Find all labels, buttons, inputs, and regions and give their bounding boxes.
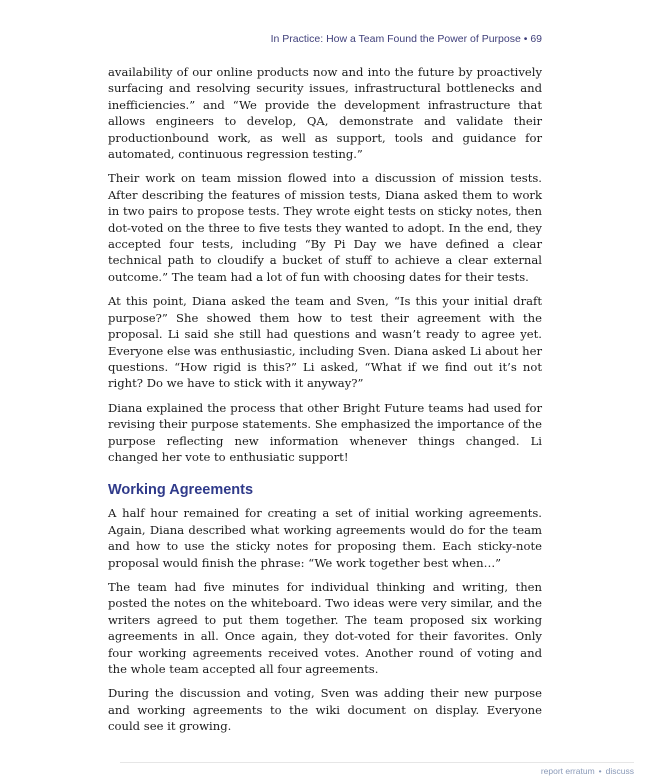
body-paragraph: At this point, Diana asked the team and Sven, “Is this your initial draft purpose?” She showed them how to test their agreement with the proposal. Li said she still had questions and wasn’t ready to agree yet. Everyone else was enthusiastic, including Sven. Diana asked Li about her questions. “How rigid is this?” Li asked, “What if we find out it’s not right? Do we have to stick with it anyway?” xyxy=(108,294,542,391)
body-paragraph: A half hour remained for creating a set of initial working agreements. Again, Diana described what working agreements would do for the team and how to use the sticky notes for proposing them. Each sticky-note proposal would finish the phrase: “We work together best when…” xyxy=(108,506,542,570)
section-heading: Working Agreements xyxy=(108,482,254,499)
footer-divider xyxy=(120,762,634,763)
page-footer xyxy=(541,766,634,776)
running-header: In Practice: How a Team Found the Power of Purpose • 69 xyxy=(270,33,542,45)
body-paragraph: The team had five minutes for individual thinking and writing, then posted the notes on the whiteboard. Two ideas were very similar, and the writers agreed to put them together. The team proposed six working agreements in all. Once again, they dot-voted for their favorites. Only four working agreements received votes. Another round of voting and the whole team accepted all four agreements. xyxy=(108,579,542,676)
body-paragraph: Their work on team mission flowed into a discussion of mission tests. After describing the features of mission tests, Diana asked them to work in two pairs to propose tests. They wrote eight tests on sticky notes, then dot-voted on the three to five tests they wanted to adopt. In the end, they accepted four tests, including “By Pi Day we have defined a clear technical path to cloudify a bucket of stuff to achieve a clear external outcome.” The team had a lot of fun with choosing dates for their tests. xyxy=(108,171,542,284)
discuss-link[interactable]: discuss xyxy=(605,766,634,776)
body-paragraph: During the discussion and voting, Sven was adding their new purpose and working agreements to the wiki document on display. Everyone could see it growing. xyxy=(108,686,542,734)
report-erratum-link[interactable]: report erratum xyxy=(540,766,595,776)
body-paragraph: availability of our online products now and into the future by proactively surfacing and resolving security issues, infrastructural bottlenecks and inefficiencies.” and “We provide the development infrastructure that allows engineers to develop, QA, demonstrate and validate their productionbound work, as well as support, tools and guidance for automated, continuous regression testing.” xyxy=(108,65,542,162)
page-body xyxy=(108,64,542,743)
body-paragraph: Diana explained the process that other Bright Future teams had used for revising their purpose statements. She emphasized the importance of the purpose reflecting new information whenever things changed. Li changed her vote to enthusiatic support! xyxy=(108,400,542,464)
footer-separator: • xyxy=(598,766,602,776)
